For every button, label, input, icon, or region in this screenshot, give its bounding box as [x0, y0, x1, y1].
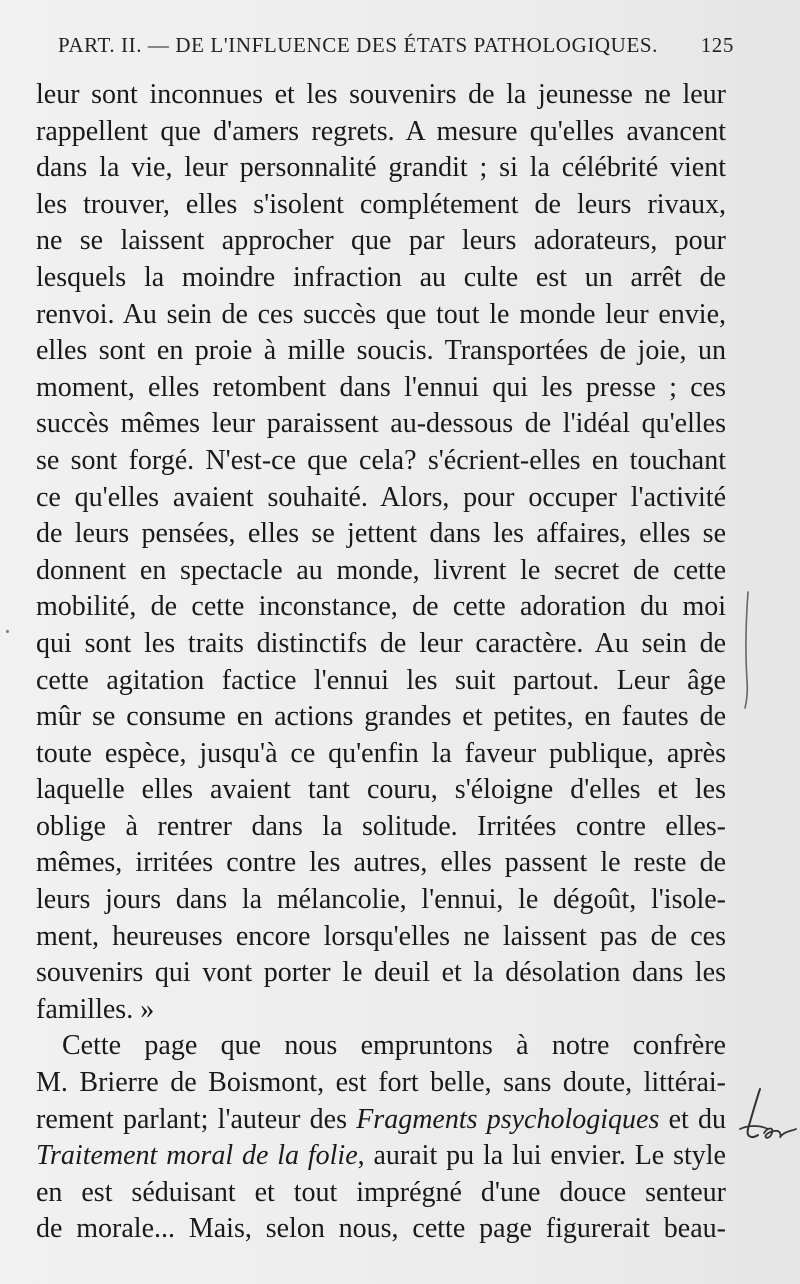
text-line: en est séduisant et tout imprégné d'une douce senteur — [36, 1176, 726, 1208]
book-title-fragments: Fragments psychologiques — [356, 1103, 660, 1135]
text-line: de morale... Mais, selon nous, cette page figurerait beau- — [36, 1213, 726, 1245]
page-body-text — [36, 77, 726, 1248]
text-line: leur sont inconnues et les souvenirs de la jeunesse ne leur — [36, 79, 726, 110]
text-line-with-title — [36, 1102, 726, 1139]
running-title: PART. II. — DE L'INFLUENCE DES ÉTATS PATHOLOGIQUES. — [58, 33, 659, 57]
text-line: moment, elles retombent dans l'ennui qui les presse ; ces — [36, 371, 726, 403]
text-line: renvoi. Au sein de ces succès que tout le monde leur envie, — [36, 298, 726, 330]
text-line: les trouver, elles s'isolent complétement de leurs rivaux, — [36, 188, 726, 220]
paragraph-start-line: Cette page que nous empruntons à notre confrère — [62, 1030, 726, 1062]
handwritten-margin-note — [734, 1085, 800, 1147]
book-title-traitement: Traitement moral de la folie — [36, 1140, 358, 1172]
text-segment: et du — [659, 1103, 726, 1135]
text-line: rappellent que d'amers regrets. A mesure qu'elles avancent — [36, 115, 726, 147]
text-line: mûr se consume en actions grandes et petites, en fautes de — [36, 701, 726, 733]
text-line: ce qu'elles avaient souhaité. Alors, pour occuper l'activité — [36, 481, 726, 513]
text-line: cette agitation factice l'ennui les suit partout. Leur âge — [36, 664, 726, 696]
text-line: mêmes, irritées contre les autres, elles passent le reste de — [36, 847, 726, 879]
margin-speck — [6, 630, 9, 633]
text-line: ment, heureuses encore lorsqu'elles ne laissent pas de ces — [36, 920, 726, 952]
text-line: toute espèce, jusqu'à ce qu'enfin la faveur publique, après — [36, 737, 726, 769]
text-line: ne se laissent approcher que par leurs adorateurs, pour — [36, 225, 726, 257]
text-line: souvenirs qui vont porter le deuil et la désolation dans les — [36, 957, 726, 989]
text-line: elles sont en proie à mille soucis. Transportées de joie, un — [36, 335, 726, 367]
text-line: dans la vie, leur personnalité grandit ; si la célébrité vient — [36, 152, 726, 184]
text-line: lesquels la moindre infraction au culte est un arrêt de — [36, 261, 726, 293]
text-line: oblige à rentrer dans la solitude. Irritées contre elles- — [36, 810, 726, 842]
text-segment: , aurait pu la lui envier. Le style — [357, 1140, 726, 1172]
text-line: se sont forgé. N'est-ce que cela? s'écrient-elles en touchant — [36, 444, 726, 476]
running-header — [58, 33, 734, 58]
page-number: 125 — [700, 33, 734, 57]
text-line-with-title — [36, 1138, 726, 1175]
text-line: de leurs pensées, elles se jettent dans les affaires, elles se — [36, 518, 726, 550]
text-line: qui sont les traits distinctifs de leur caractère. Au sein de — [36, 627, 726, 659]
text-line: donnent en spectacle au monde, livrent le secret de cette — [36, 554, 726, 586]
paragraph-end-line: familles. » — [36, 993, 155, 1025]
text-segment: rement parlant; l'auteur des — [36, 1103, 357, 1135]
text-line: succès mêmes leur paraissent au-dessous de l'idéal qu'elles — [36, 408, 726, 440]
text-line: M. Brierre de Boismont, est fort belle, sans doute, littérai- — [36, 1067, 726, 1099]
text-line: laquelle elles avaient tant couru, s'éloigne d'elles et les — [36, 774, 726, 806]
text-line: mobilité, de cette inconstance, de cette adoration du moi — [36, 591, 726, 623]
margin-pencil-stroke — [742, 590, 752, 710]
text-line: leurs jours dans la mélancolie, l'ennui, le dégoût, l'isole- — [36, 884, 726, 916]
